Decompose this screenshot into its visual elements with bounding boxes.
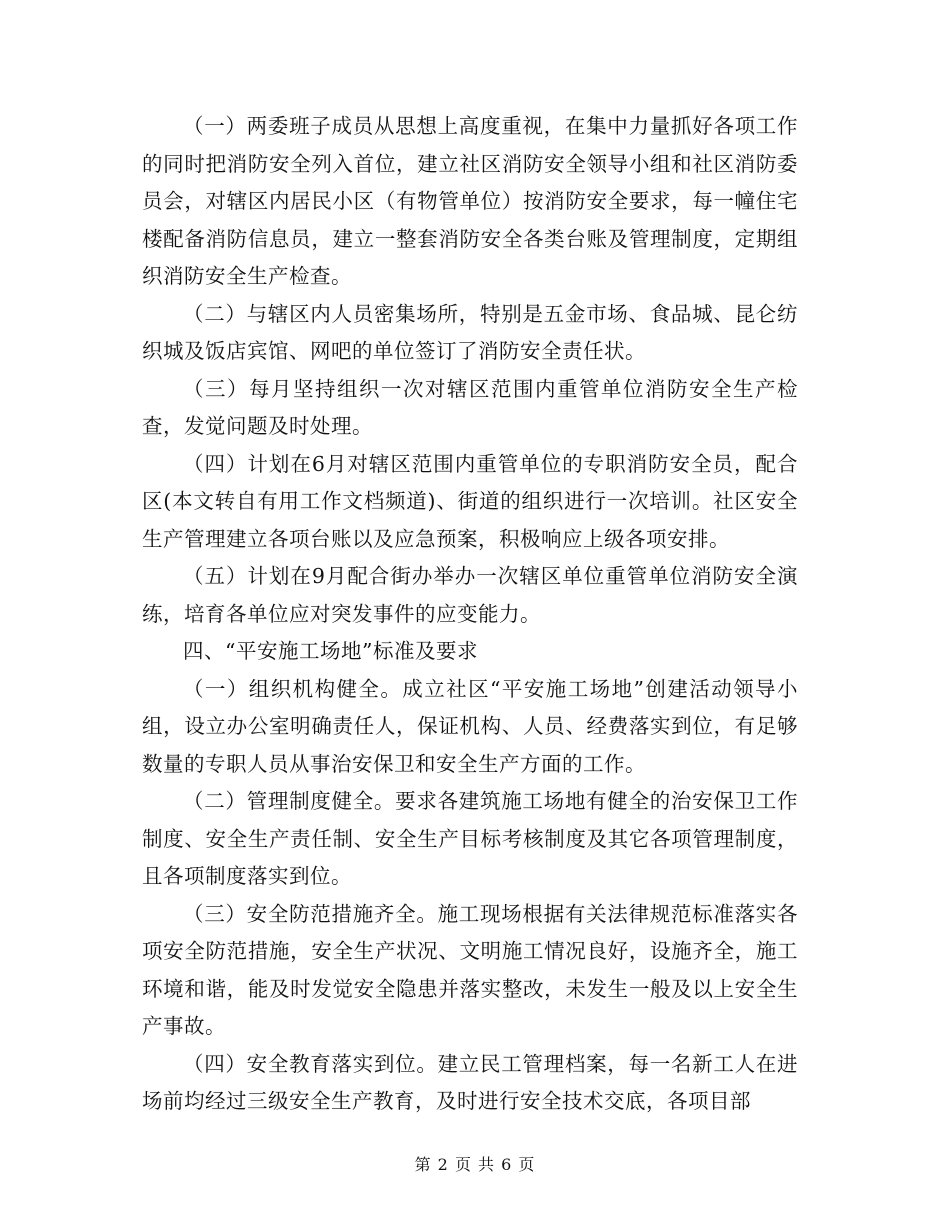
paragraph-2: （二）与辖区内人员密集场所，特别是五金市场、食品城、昆仑纺织城及饭店宾馆、网吧的单位签订了消防安全责任状。 xyxy=(142,301,798,363)
page-footer xyxy=(0,1153,950,1177)
paragraph-7: （二）管理制度健全。要求各建筑施工场地有健全的治安保卫工作制度、安全生产责任制、安全生产目标考核制度及其它各项管理制度，且各项制度落实到位。 xyxy=(142,789,798,888)
paragraph-9: （四）安全教育落实到位。建立民工管理档案，每一名新工人在进场前均经过三级安全生产教育，及时进行安全技术交底，各项目部 xyxy=(142,1051,798,1113)
paragraph-8: （三）安全防范措施齐全。施工现场根据有关法律规范标准落实各项安全防范措施，安全生产状况、文明施工情况良好，设施齐全，施工环境和谐，能及时发觉安全隐患并落实整改，未发生一般及以上安全生产事故。 xyxy=(142,901,798,1038)
document-body xyxy=(142,108,798,1121)
paragraph-5: （五）计划在9月配合街办举办一次辖区单位重管单位消防安全演练，培育各单位应对突发事件的应变能力。 xyxy=(142,564,798,626)
paragraph-3: （三）每月坚持组织一次对辖区范围内重管单位消防安全生产检查，发觉问题及时处理。 xyxy=(142,376,798,438)
paragraph-4: （四）计划在6月对辖区范围内重管单位的专职消防安全员，配合区(本文转自有用工作文档频道)、街道的组织进行一次培训。社区安全生产管理建立各项台账以及应急预案，积极响应上级各项安排。 xyxy=(142,451,798,551)
section-heading: 四、“平安施工场地”标准及要求 xyxy=(183,639,478,663)
page-number: 第 2 页 共 6 页 xyxy=(414,1155,536,1174)
paragraph-6: （一）组织机构健全。成立社区“平安施工场地”创建活动领导小组，设立办公室明确责任人，保证机构、人员、经费落实到位，有足够数量的专职人员从事治安保卫和安全生产方面的工作。 xyxy=(142,676,798,776)
paragraph-1: （一）两委班子成员从思想上高度重视，在集中力量抓好各项工作的同时把消防安全列入首位，建立社区消防安全领导小组和社区消防委员会，对辖区内居民小区（有物管单位）按消防安全要求，每一幢住宅楼配备消防信息员，建立一整套消防安全各类台账及管理制度，定期组织消防安全生产检查。 xyxy=(142,114,798,288)
